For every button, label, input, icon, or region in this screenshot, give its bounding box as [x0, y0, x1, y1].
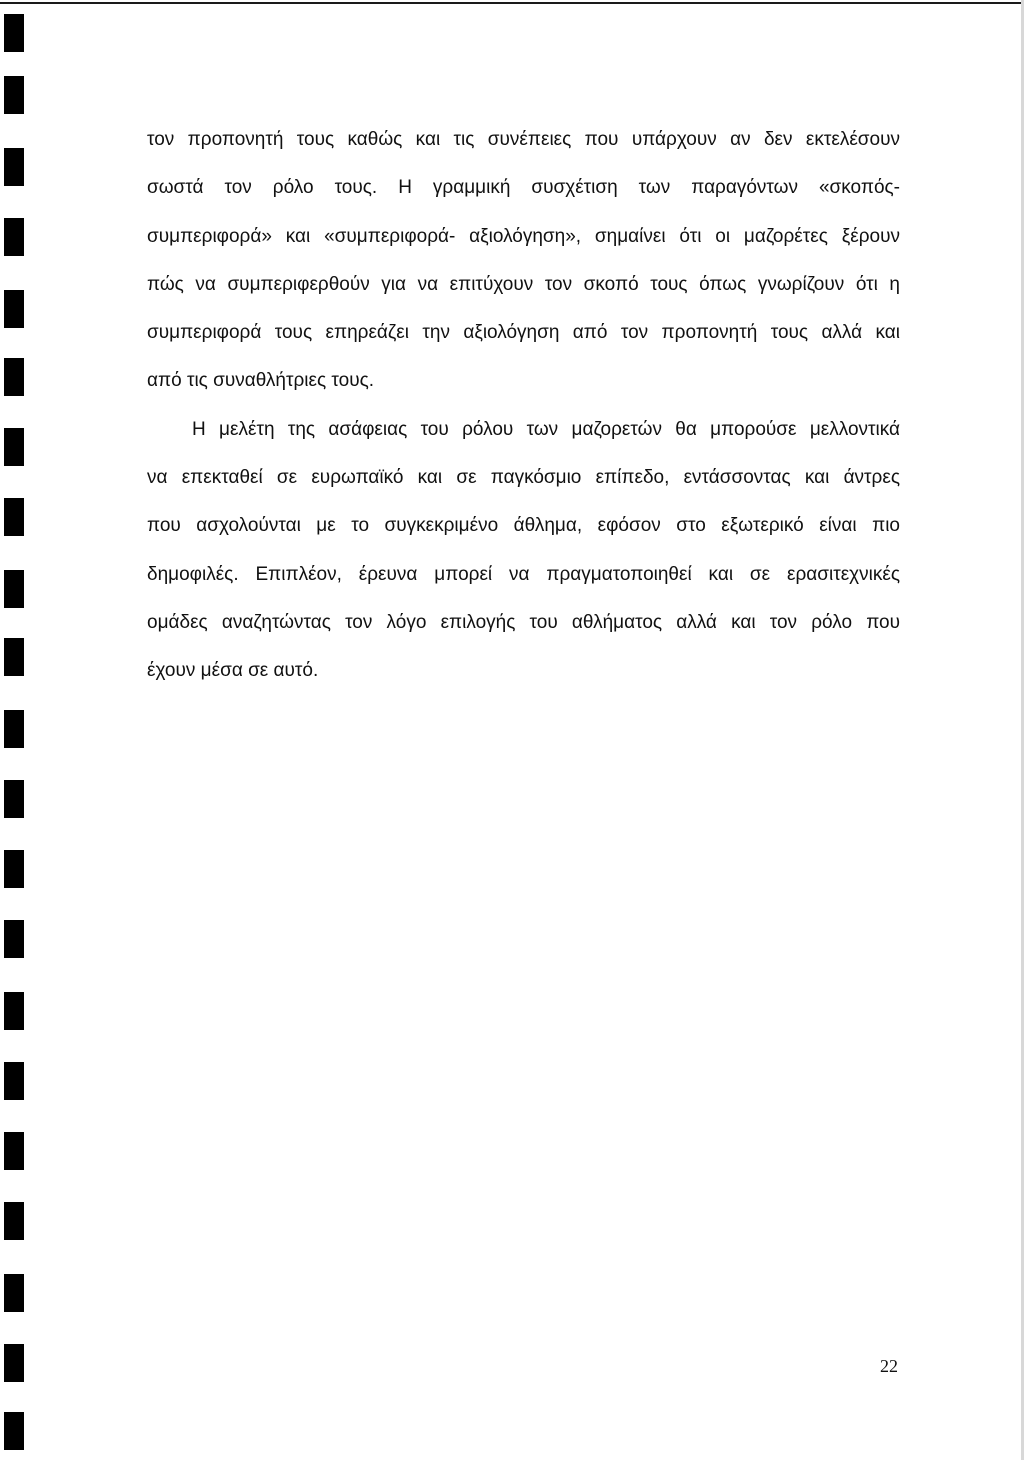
text-line: δημοφιλές. Επιπλέον, έρευνα μπορεί να πραγματοποιηθεί και σε ερασιτεχνικές	[147, 563, 900, 585]
scan-edge-marks	[0, 0, 40, 1460]
scan-mark	[4, 570, 24, 608]
scan-mark	[4, 1412, 24, 1450]
scan-mark	[4, 992, 24, 1030]
text-line: τον προπονητή τους καθώς και τις συνέπειες που υπάρχουν αν δεν εκτελέσουν	[147, 129, 900, 150]
scan-mark	[4, 850, 24, 888]
scan-mark	[4, 1274, 24, 1312]
text-line: συμπεριφορά τους επηρεάζει την αξιολόγηση από τον προπονητή τους αλλά και	[147, 322, 900, 344]
text-line: πώς να συμπεριφερθούν για να επιτύχουν τον σκοπό τους όπως γνωρίζουν ότι η	[147, 273, 900, 295]
scan-mark	[4, 76, 24, 114]
text-line: Η μελέτη της ασάφειας του ρόλου των μαζορετών θα μπορούσε μελλοντικά	[192, 418, 900, 440]
scan-mark	[4, 920, 24, 958]
scan-mark	[4, 148, 24, 186]
text-line: από τις συναθλήτριες τους.	[147, 370, 375, 392]
scan-mark	[4, 1062, 24, 1100]
scan-mark	[4, 780, 24, 818]
scan-mark	[4, 1202, 24, 1240]
text-line: έχουν μέσα σε αυτό.	[147, 660, 319, 682]
scan-mark	[4, 638, 24, 676]
text-line: που ασχολούνται με το συγκεκριμένο άθλημα, εφόσον στο εξωτερικό είναι πιο	[147, 515, 900, 537]
scan-mark	[4, 428, 24, 466]
page-number: 22	[880, 1356, 898, 1376]
scan-mark	[4, 358, 24, 396]
scan-mark	[4, 498, 24, 536]
scan-mark	[4, 290, 24, 328]
text-line: να επεκταθεί σε ευρωπαϊκό και σε παγκόσμιο επίπεδο, εντάσσοντας και άντρες	[147, 467, 900, 489]
text-line: ομάδες αναζητώντας τον λόγο επιλογής του αθλήματος αλλά και τον ρόλο που	[147, 611, 900, 633]
scan-mark	[4, 1132, 24, 1170]
paragraph-1	[147, 124, 900, 414]
text-line: συμπεριφορά» και «συμπεριφορά- αξιολόγηση», σημαίνει ότι οι μαζορέτες ξέρουν	[147, 225, 900, 247]
document-body	[147, 124, 900, 704]
paragraph-2	[147, 414, 900, 704]
scan-mark	[4, 218, 24, 256]
scan-mark	[4, 710, 24, 748]
text-line: σωστά τον ρόλο τους. Η γραμμική συσχέτιση των παραγόντων «σκοπός-	[147, 177, 900, 199]
scan-mark	[4, 14, 24, 52]
scan-mark	[4, 1344, 24, 1382]
top-border-line	[0, 2, 1024, 4]
